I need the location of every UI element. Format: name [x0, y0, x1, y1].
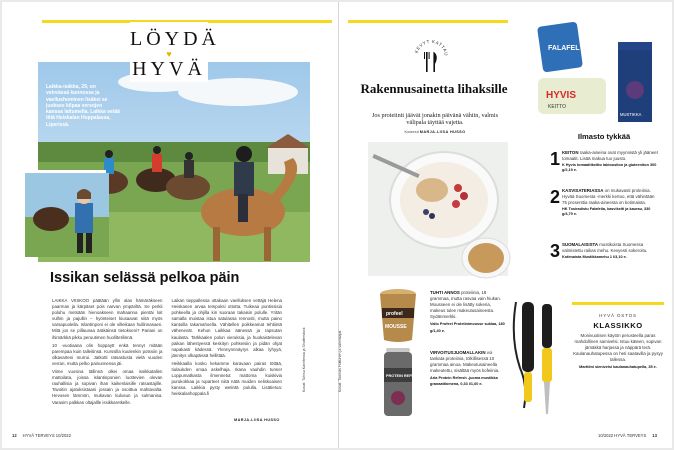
magazine-spread	[2, 2, 672, 448]
byline-name: MARJA-LIISA HUSSO	[419, 130, 466, 134]
item-text: raaka-aineina ovat myynnistä yli jääneet tomaatit. Lisää makua tuo juusto.	[562, 150, 658, 161]
top-accent-rule	[348, 20, 508, 23]
svg-text:KEVYT KATTAUS	[412, 38, 449, 56]
feature-byline	[366, 130, 504, 134]
body-paragraph: Viime vuosina tällinnä olkei omaa issikkatallen mattoilata, joissa islantinponien luottevien olevan rauhallisia ja sopivan ihan kaikenlaisille ratsastajille. Tavoitin ajatuksistaani jossain ja osoittua mahtavalta. Hevosen lämmön, mukavan kulusun ja sulmanisa. Varasim palkkan oltajallle issikkaretkelle.	[52, 369, 163, 405]
product-keyword: TUHTI ANNOS	[430, 290, 460, 295]
body-paragraph: 10 -vuotiaana olin hoppaytt enkä tennyt mitään parempaa kuin talleitinsä. Kurssilla kuulenkin potssiin ja olkavarteni murrui. Jatkotti ratsastusta vielä vuoden verran, mutta pelko painunnessa jäi.	[52, 342, 163, 366]
heart-icon: ♥	[166, 49, 172, 59]
item-text: mustikoista Suomessa valmistettu raikas mehu. Kevyesti sokeroitu.	[562, 242, 648, 253]
feature-dek: Jos proteiinit jäävät jonakin päivänä vähiin, valmis välipala täyttää vajetta.	[372, 112, 498, 127]
item-number: 1	[550, 149, 561, 169]
product-text: voi tankata proteiinia, tölkillisessä 10 grammaa ainoa. Makeutusaineella makeutettu, sisältää myös kofeiinia.	[430, 350, 500, 374]
mousse-product	[378, 288, 418, 349]
item-source: Kotimaista Mustikkamehu 1 l/3,10 e.	[562, 255, 627, 259]
article-byline: MARJA-LIISA HUSSO	[234, 418, 280, 422]
section-logo	[130, 22, 220, 82]
logo-line-1: LÖYDÄ	[130, 28, 220, 50]
feature-title: Rakennusainetta lihaksille	[360, 81, 508, 96]
falafel-label: FALAFEL	[548, 45, 580, 52]
klassikko-label: HYVÄ OSTOS	[599, 313, 637, 318]
product-keyword: VIRVOITUSJUOMALLAKIN	[430, 350, 486, 355]
byline-label: Koonnut	[404, 130, 419, 134]
refresh-label: PROTEIN REFRESH	[386, 374, 423, 378]
page-footer-left	[12, 433, 71, 438]
product-source: Valio Profeel Proteiinimousse suklaa, 180 g/1,40 e.	[430, 322, 505, 333]
item-keyword: KASVISATERIASSA	[562, 188, 604, 193]
item-number: 3	[550, 241, 561, 261]
page-number: 12	[12, 433, 17, 438]
body-column-1	[52, 298, 163, 408]
klassikko-box	[572, 302, 664, 370]
item-keyword: SUOMALAISISTA	[562, 242, 599, 247]
klassikko-body: Monivuotisen käytön perusteella paras mahdollinen samivelsi. Istuu käteen, sopivan jämäkkä harjassa ja näppärä terä. Kaulanauhatupessa on heti saatavilla ja pysyy tallessa.	[573, 333, 663, 363]
body-column-2	[172, 298, 283, 408]
product-source: Arla Protein Refresh -juoma mustikka granaattiomena, 0,33 l/1,60 e.	[430, 376, 498, 387]
article-body	[52, 298, 282, 408]
page-footer-right	[598, 433, 657, 438]
ilmasto-item-3	[550, 242, 658, 260]
product-item-mousse	[430, 290, 506, 334]
ilmasto-item-1	[550, 150, 658, 173]
fork-knife-badge-icon	[412, 38, 450, 76]
item-number: 2	[550, 187, 561, 207]
mousse-label: MOUSSE	[385, 324, 407, 330]
keitto-label: KEITTO	[548, 104, 566, 110]
ilmasto-item-2	[550, 188, 658, 217]
knife-photo	[506, 298, 566, 418]
klassikko-source: Marttiini sienivelsi kaulanauhatupella, 35 e.	[579, 365, 657, 370]
hyvis-label: HYVIS	[546, 90, 577, 101]
product-packages-photo	[534, 20, 658, 126]
product-item-refresh	[430, 350, 506, 388]
yogurt-bowl-photo	[368, 142, 508, 276]
item-source: HK Tosiradistu Falafelia, kasvikeiti ja kaurau, 330 g/4,79 e.	[562, 207, 651, 216]
item-text: on mukavasti proteiinia. Hyvää Suomesta -merkki kertoo, että vähintään 75 prosenttia raaka-aineesta on kotimaista.	[562, 188, 655, 205]
magazine-issue: HYVÄ TERVEYS 10/2022	[22, 433, 71, 438]
product-text: proteiinia, 18 grammaa, mutta rasvaa vain hiukan. Mousseen ei ole lisätty sokeria, makeus tulee makeutusaineesta. Sydänmerkki.	[430, 290, 502, 320]
protein-refresh-can	[378, 346, 423, 423]
mehu-label: MUSTIKKA	[620, 112, 642, 117]
klassikko-title: KLASSIKKO	[593, 321, 643, 330]
item-keyword: KEITON	[562, 150, 579, 155]
page-number: 13	[652, 433, 657, 438]
photo-credit: Kuvat: Tuhisu Karintessa ja Shutterstock	[302, 327, 306, 392]
logo-line-2: HYVÄ	[132, 58, 206, 80]
item-source: K Hyvis tomaattikeitto laktoositon ja gluteeniton 300 g/2,19 e.	[562, 163, 657, 172]
ilmasto-title: Ilmasto tykkää	[577, 132, 631, 141]
body-paragraph: Heikkaalla kosko kekamme karavaan pairas töttää, tiulaukden omaa askelhaja. Ikana vauhdin tunne! Loppumatkasta ilmennetut mattoma kuiskivia purukokkaa ja ruparteet niitä nätä muiden neliskoaisen kanssa. Laikkia pysty wetintä polulla. Lisätietoa: heiskalanhoppala.fi	[171, 360, 282, 397]
inset-rider-photo	[22, 170, 106, 254]
body-paragraph: Laikan tieppallessa ottakaan vaelluksen vettäjä Helena Heiskanen arvaa tempoksi ottotta. Tuikeaa puntissisia pohkeella ja ohjilla kin suoraan takaisin polulle. Yritän samalla muistaa istua satulassa rennosti, mutta paino kantoilla takamahoella. Vähitellen poikkeamat tehtiintä vähenevät. Kehun Laikkaa äänessä ja rapsutan kaulasta. Tarkkaalen polun vieruksia, ja huokaistelevan paikan lähestyessä keskityn pohkeisiin ja pidän ohjat napakasti kädessä. Ylennynnnäyrys alkaa lyhyyä, jännitys olkapäissä hellittää.	[171, 298, 282, 358]
article-headline: Issikan selässä pelkoa päin	[50, 270, 240, 286]
photo-credit: Kuvat: Tuomas Huttunen ja valmistajat	[338, 330, 342, 392]
magazine-issue: 10/2022 HYVÄ TERVEYS	[598, 433, 647, 438]
profeel-label: profeel	[386, 311, 403, 317]
photo-caption: Laikka-isäkka, 29, on vetreässä kunnossa ja vaellushominen lisäksi se juoksee kilpaa versojen kanssa laitumella. Laikka vetää tiitä Heiskalan Hoppalassa, Liperissä.	[46, 84, 120, 128]
badge-text: KEVYT KATTAU	[413, 38, 450, 57]
body-paragraph: LAIKKA VIISKOO päätään yllin alas hämäräkseen paarman ja kärpäset pois narvan ympäriltä. Se perkii poluhu metsään hienoakseen mahaanna pientäi loit vulhin ja pajullin – hyönteiset kiusaavat niitä myös varsapuolella. Islantinponi ei ole villeikaan hullinnasaen. Mitä jos se pillaunaa äräkäinsä tietokseni? Pariani on ihimärkkä pikku peruutimen huoliltetilinnä.	[52, 298, 163, 340]
